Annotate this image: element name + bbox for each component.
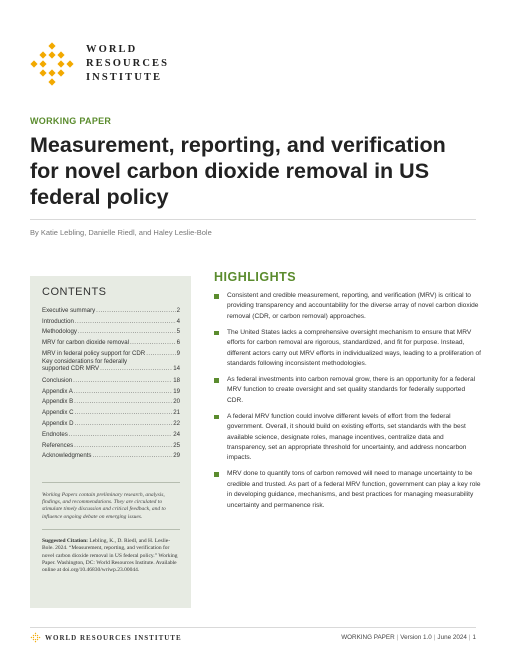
highlight-text: As federal investments into carbon removal grow, there is an opportunity for a federal MRV function to create oversight and set quality standards for federally supported CDR. <box>227 376 476 404</box>
toc-label: Endnotes <box>42 430 68 438</box>
logo-diamond <box>31 637 33 639</box>
highlight-text: MRV done to quantify tons of carbon removed will need to manage uncertainty to be credible and trusted. As part of a federal MRV function, government can play a key role in developing guidance, mechanisms, and best practices for managing measurability uncertainty and permanence risk. <box>227 470 481 509</box>
toc-page: 6 <box>176 339 180 347</box>
footer-divider <box>30 627 476 628</box>
toc-item[interactable] <box>42 373 180 384</box>
toc-label: Key considerations for federally <box>42 357 128 365</box>
toc-label: Appendix C <box>42 409 74 417</box>
bullet-icon <box>214 331 219 336</box>
contents-divider <box>42 482 180 483</box>
list-item <box>214 375 482 406</box>
wri-logo-icon <box>28 40 76 88</box>
wri-logo-small-icon <box>30 632 41 643</box>
logo-diamond <box>48 69 55 76</box>
working-paper-note: Working Papers contain preliminary research, analysis, findings, and recommendations. They are circulated to stimulate timely discussion and critical feedback, and to influence ongoing debate on emerging issues. <box>42 492 166 520</box>
logo-diamond <box>30 60 37 67</box>
toc-item[interactable] <box>42 449 180 460</box>
toc-page: 21 <box>173 409 180 417</box>
toc-item[interactable] <box>42 427 180 438</box>
footer-doc-type: WORKING PAPER <box>341 634 395 641</box>
footer-version: Version 1.0 <box>400 634 432 641</box>
page-title: Measurement, reporting, and verification for novel carbon dioxide removal in US federal policy <box>30 133 446 209</box>
toc-label: Appendix D <box>42 419 74 427</box>
footer-org-name: WORLD RESOURCES INSTITUTE <box>45 634 182 642</box>
logo-diamond <box>35 641 37 643</box>
logo-line-1: WORLD <box>86 44 138 55</box>
logo-diamond <box>57 60 64 67</box>
highlight-text: The United States lacks a comprehensive oversight mechanism to ensure that MRV efforts for carbon removal are rigorous, standardized, and fit for purpose. Instead, different actors carry out MRV efforts in individualized ways, leading to a proliferation of standards following inconsistent methodologies. <box>227 328 481 368</box>
bullet-icon <box>214 472 219 477</box>
logo-line-2: RESOURCES <box>86 58 170 69</box>
toc-page: 25 <box>173 441 180 449</box>
toc-item[interactable] <box>42 325 180 336</box>
toc-page: 14 <box>173 365 180 373</box>
logo-diamond <box>35 633 37 635</box>
toc-label: Appendix A <box>42 387 73 395</box>
doc-type-label: WORKING PAPER <box>30 116 112 126</box>
org-logo-text <box>86 43 169 85</box>
list-item <box>214 469 482 511</box>
toc-item[interactable] <box>42 384 180 395</box>
toc-item[interactable] <box>42 346 180 357</box>
bullet-icon <box>214 415 219 420</box>
footer-date: June 2024 <box>437 634 467 641</box>
toc-item[interactable] <box>42 314 180 325</box>
toc-label: supported CDR MRV <box>42 365 100 373</box>
contents-divider <box>42 529 180 530</box>
logo-diamond <box>57 69 64 76</box>
page-number: 1 <box>472 634 476 641</box>
bullet-icon <box>214 294 219 299</box>
toc-page: 20 <box>173 398 180 406</box>
toc-item[interactable] <box>42 335 180 346</box>
toc-label: Methodology <box>42 328 77 336</box>
logo-diamond <box>33 635 35 637</box>
logo-diamond <box>39 60 46 67</box>
toc-page: 22 <box>173 419 180 427</box>
logo-diamond <box>48 42 55 49</box>
highlights-list <box>214 291 482 517</box>
list-item <box>214 291 482 322</box>
toc-item[interactable] <box>42 303 180 314</box>
logo-diamond <box>33 637 35 639</box>
logo-diamond <box>39 69 46 76</box>
list-item <box>214 328 482 370</box>
toc-label: Acknowledgments <box>42 452 92 460</box>
logo-diamond <box>37 637 39 639</box>
toc-page: 9 <box>176 349 180 357</box>
citation-text: Lebling, K., D. Riedl, and H. Leslie-Bole. 2024. “Measurement, reporting, and verification for novel carbon dioxide removal in US federal policy.” Working Paper. Washington, DC: World Resources Institute. Available online at doi.org/10.46830/wriwp.23.00044. <box>42 538 178 574</box>
logo-line-3: INSTITUTE <box>86 72 163 83</box>
footer-meta: WORKING PAPER | Version 1.0 | June 2024 | 1 <box>341 634 476 641</box>
toc-item[interactable] <box>42 405 180 416</box>
toc-page: 24 <box>173 430 180 438</box>
logo-diamond <box>39 637 41 639</box>
citation-label: Suggested Citation: <box>42 538 88 544</box>
toc-item[interactable] <box>42 395 180 406</box>
toc-page: 5 <box>176 328 180 336</box>
table-of-contents <box>42 303 180 459</box>
suggested-citation <box>42 538 180 574</box>
logo-diamond <box>39 51 46 58</box>
toc-page: 2 <box>176 306 180 314</box>
logo-diamond <box>57 51 64 58</box>
contents-heading: CONTENTS <box>42 286 107 298</box>
toc-item[interactable] <box>42 438 180 449</box>
toc-page: 4 <box>176 317 180 325</box>
logo-diamond <box>33 639 35 641</box>
logo-diamond <box>66 60 73 67</box>
toc-label: Introduction <box>42 317 74 325</box>
logo-diamond <box>37 639 39 641</box>
toc-page: 18 <box>173 376 180 384</box>
toc-page: 29 <box>173 452 180 460</box>
toc-page: 19 <box>173 387 180 395</box>
authors-line: By Katie Lebling, Danielle Riedl, and Haley Leslie-Bole <box>30 228 212 237</box>
logo-diamond <box>48 78 55 85</box>
toc-label: References <box>42 441 74 449</box>
toc-label: MRV for carbon dioxide removal <box>42 339 129 347</box>
toc-label: Appendix B <box>42 398 74 406</box>
toc-item[interactable] <box>42 358 180 373</box>
toc-item[interactable] <box>42 416 180 427</box>
highlight-text: Consistent and credible measurement, reporting, and verification (MRV) is critical to providing transparency and accountability for the diverse array of novel carbon dioxide removal (CDR, or carbon removal) approaches. <box>227 292 479 320</box>
highlights-heading: HIGHLIGHTS <box>214 270 297 284</box>
bullet-icon <box>214 378 219 383</box>
highlight-text: A federal MRV function could involve different levels of effort from the federal government. Overall, it should build on existing efforts, set standards with the best available science, designate roles, manage incentives, centralize data and transparency, set an appropriate threshold for uncertainty, and address noncarbon impacts. <box>227 412 467 462</box>
divider <box>30 219 476 220</box>
logo-diamond <box>48 51 55 58</box>
contents-panel <box>30 276 191 608</box>
toc-label: MRV in federal policy support for CDR <box>42 349 146 357</box>
logo-diamond <box>35 639 37 641</box>
toc-label: Conclusion <box>42 376 73 384</box>
logo-diamond <box>37 635 39 637</box>
logo-diamond <box>35 635 37 637</box>
list-item <box>214 412 482 464</box>
toc-label: Executive summary <box>42 306 96 314</box>
